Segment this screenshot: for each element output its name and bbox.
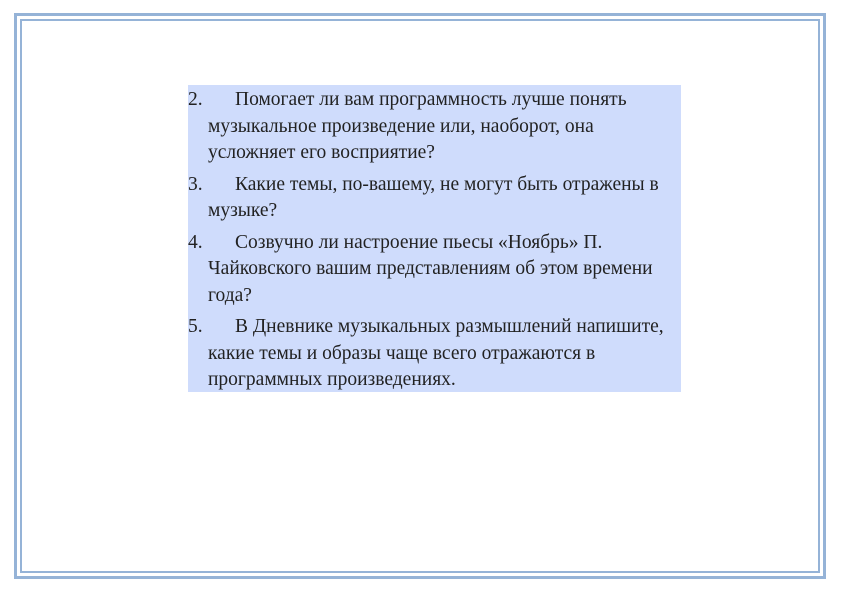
question-text: Созвучно ли настроение пьесы «Ноябрь» П. Чайковского вашим представлениям об этом времени года?	[208, 231, 653, 306]
question-item-2	[188, 87, 673, 167]
question-list	[188, 87, 673, 394]
question-text: В Дневнике музыкальных размышлений напишите, какие темы и образы чаще всего отражаются в программных произведениях.	[208, 316, 664, 390]
question-number: 2.	[188, 89, 203, 110]
question-number: 5.	[188, 316, 203, 337]
question-item-4	[188, 230, 673, 310]
questions-box	[188, 85, 681, 392]
question-text: Какие темы, по-вашему, не могут быть отражены в музыке?	[208, 173, 659, 221]
question-item-5	[188, 314, 673, 394]
question-text: Помогает ли вам программность лучше понять музыкальное произведение или, наоборот, она усложняет его восприятие?	[208, 89, 627, 163]
question-number: 4.	[188, 231, 203, 253]
question-number: 3.	[188, 173, 203, 195]
question-item-3	[188, 172, 673, 225]
